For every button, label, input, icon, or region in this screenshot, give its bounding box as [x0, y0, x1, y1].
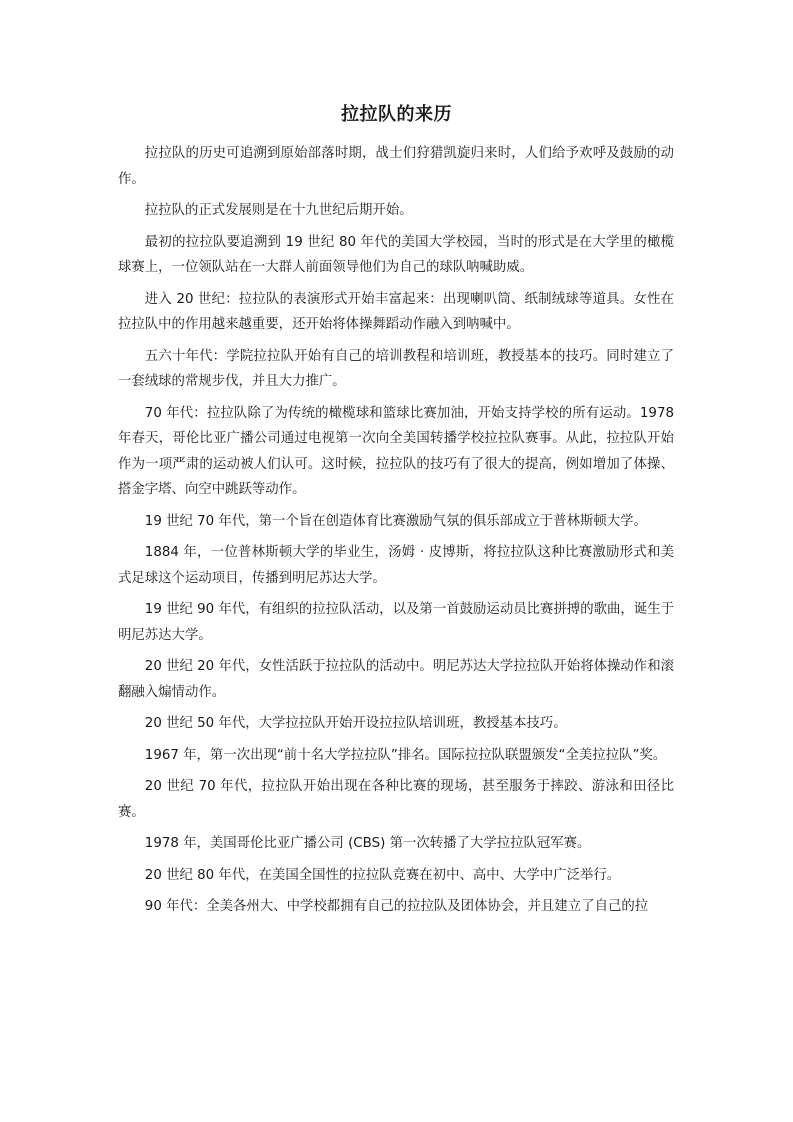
paragraph: 进入 20 世纪：拉拉队的表演形式开始丰富起来：出现喇叭筒、纸制绒球等道具。女性在拉拉队中的作用越来越重要，还开始将体操舞蹈动作融入到呐喊中。: [118, 291, 674, 332]
paragraph: 19 世纪 90 年代，有组织的拉拉队活动，以及第一首鼓励运动员比赛拼搏的歌曲，诞生于明尼苏达大学。: [118, 602, 674, 643]
paragraph: 拉拉队的历史可追溯到原始部落时期，战士们狩猎凯旋归来时，人们给予欢呼及鼓励的动作。: [118, 146, 674, 187]
paragraph: 五六十年代：学院拉拉队开始有自己的培训教程和培训班，教授基本的技巧。同时建立了一套绒球的常规步伐，并且大力推广。: [118, 348, 674, 389]
document-title: 拉拉队的来历: [341, 104, 452, 125]
paragraph: 拉拉队的正式发展则是在十九世纪后期开始。: [144, 203, 413, 218]
document-body: [118, 141, 674, 926]
paragraph: 1978 年，美国哥伦比亚广播公司 (CBS) 第一次转播了大学拉拉队冠军赛。: [144, 836, 591, 851]
paragraph: 1884 年，一位普林斯顿大学的毕业生，汤姆 · 皮博斯，将拉拉队这种比赛激励形式和美式足球这个运动项目，传播到明尼苏达大学。: [118, 545, 674, 586]
paragraph: 90 年代：全美各州大、中学校都拥有自己的拉拉队及团体协会，并且建立了自己的拉: [144, 899, 649, 914]
paragraph: 20 世纪 50 年代，大学拉拉队开始开设拉拉队培训班，教授基本技巧。: [144, 716, 567, 731]
paragraph: 1967 年，第一次出现“前十名大学拉拉队”排名。国际拉拉队联盟颁发“全美拉拉队”奖。: [144, 747, 667, 763]
paragraph: 19 世纪 70 年代，第一个旨在创造体育比赛激励气氛的俱乐部成立于普林斯顿大学。: [144, 513, 647, 529]
paragraph: 20 世纪 20 年代，女性活跃于拉拉队的活动中。明尼苏达大学拉拉队开始将体操动作和滚翻融入煽情动作。: [118, 659, 674, 700]
paragraph: 70 年代：拉拉队除了为传统的橄榄球和篮球比赛加油，开始支持学校的所有运动。1978 年春天，哥伦比亚广播公司通过电视第一次向全美国转播学校拉拉队赛事。从此，拉拉队开始作为一项严肃的运动被人们认可。这时候，拉拉队的技巧有了很大的提高，例如增加了体操、搭金字塔、向空中跳跃等动作。: [118, 405, 674, 497]
paragraph: 20 世纪 70 年代，拉拉队开始出现在各种比赛的现场，甚至服务于摔跤、游泳和田径比赛。: [118, 779, 674, 820]
paragraph: 最初的拉拉队要追溯到 19 世纪 80 年代的美国大学校园，当时的形式是在大学里的橄榄球赛上，一位领队站在一大群人前面领导他们为自己的球队呐喊助威。: [118, 234, 674, 275]
paragraph: 20 世纪 80 年代，在美国全国性的拉拉队竞赛在初中、高中、大学中广泛举行。: [144, 867, 621, 883]
